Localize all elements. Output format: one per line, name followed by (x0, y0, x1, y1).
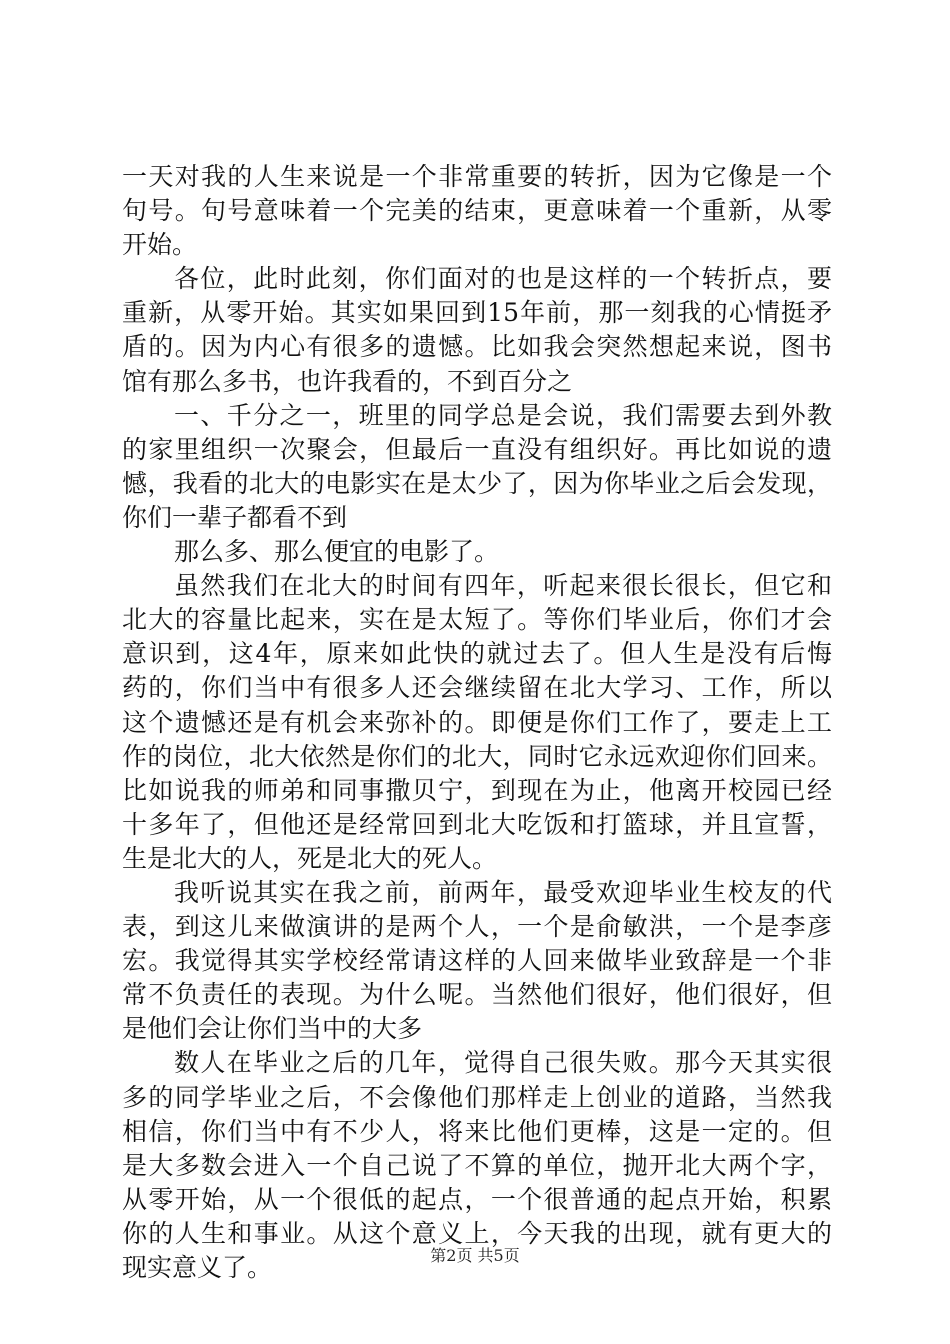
text-line: 比如说我的师弟和同事撒贝宁，到现在为止，他离开校园已经 (122, 775, 832, 805)
text-line: 表，到这儿来做演讲的是两个人，一个是俞敏洪，一个是李彦 (122, 912, 832, 942)
text-line: 重新，从零开始。其实如果回到15年前，那一刻我的心情挺矛 (122, 298, 832, 328)
paragraph-start-line: 数人在毕业之后的几年，觉得自己很失败。那今天其实很 (174, 1048, 832, 1078)
text-line: 憾，我看的北大的电影实在是太少了，因为你毕业之后会发现， (122, 468, 832, 498)
paragraph-start-line: 虽然我们在北大的时间有四年，听起来很长很长，但它和 (174, 571, 832, 601)
text-line: 一天对我的人生来说是一个非常重要的转折，因为它像是一个 (122, 162, 832, 191)
text-line: 这个遗憾还是有机会来弥补的。即便是你们工作了，要走上工 (122, 707, 832, 737)
text-line: 你们一辈子都看不到 (122, 502, 348, 532)
text-line: 多的同学毕业之后，不会像他们那样走上创业的道路，当然我 (122, 1082, 832, 1112)
text-line: 从零开始，从一个很低的起点，一个很普通的起点开始，积累 (122, 1184, 832, 1214)
text-line: 是大多数会进入一个自己说了不算的单位，抛开北大两个字， (122, 1150, 832, 1180)
text-line: 句号。句号意味着一个完美的结束，更意味着一个重新，从零 (122, 196, 832, 226)
paragraph-start-line: 那么多、那么便宜的电影了。 (174, 537, 500, 567)
text-line: 生是北大的人，死是北大的死人。 (122, 843, 498, 873)
text-line: 你的人生和事业。从这个意义上，今天我的出现，就有更大的 (122, 1218, 832, 1248)
text-line: 北大的容量比起来，实在是太短了。等你们毕业后，你们才会 (122, 605, 832, 635)
document-body (122, 160, 832, 1285)
text-line: 是他们会让你们当中的大多 (122, 1014, 423, 1044)
paragraph-start-line: 我听说其实在我之前，前两年，最受欢迎毕业生校友的代 (174, 877, 832, 907)
text-line: 宏。我觉得其实学校经常请这样的人回来做毕业致辞是一个非 (122, 946, 832, 976)
text-line: 相信，你们当中有不少人，将来比他们更棒，这是一定的。但 (122, 1116, 832, 1146)
text-line: 药的，你们当中有很多人还会继续留在北大学习、工作，所以 (122, 673, 832, 703)
text-line: 的家里组织一次聚会，但最后一直没有组织好。再比如说的遗 (122, 434, 832, 464)
text-line: 现实意义了。 (122, 1253, 273, 1282)
text-line: 十多年了，但他还是经常回到北大吃饭和打篮球，并且宣誓， (122, 809, 832, 839)
paragraph-start-line: 一、千分之一，班里的同学总是会说，我们需要去到外教 (174, 400, 832, 430)
text-line: 馆有那么多书，也许我看的，不到百分之 (122, 366, 573, 396)
paragraph-start-line: 各位，此时此刻，你们面对的也是这样的一个转折点，要 (174, 264, 832, 294)
text-line: 常不负责任的表现。为什么呢。当然他们很好，他们很好，但 (122, 980, 832, 1010)
page-number: 第2页 共5页 (430, 1246, 520, 1265)
text-line: 盾的。因为内心有很多的遗憾。比如我会突然想起来说，图书 (122, 332, 832, 362)
text-line: 开始。 (122, 230, 198, 260)
text-line: 作的岗位，北大依然是你们的北大，同时它永远欢迎你们回来。 (122, 741, 832, 771)
text-line: 意识到，这4年，原来如此快的就过去了。但人生是没有后悔 (122, 639, 832, 669)
